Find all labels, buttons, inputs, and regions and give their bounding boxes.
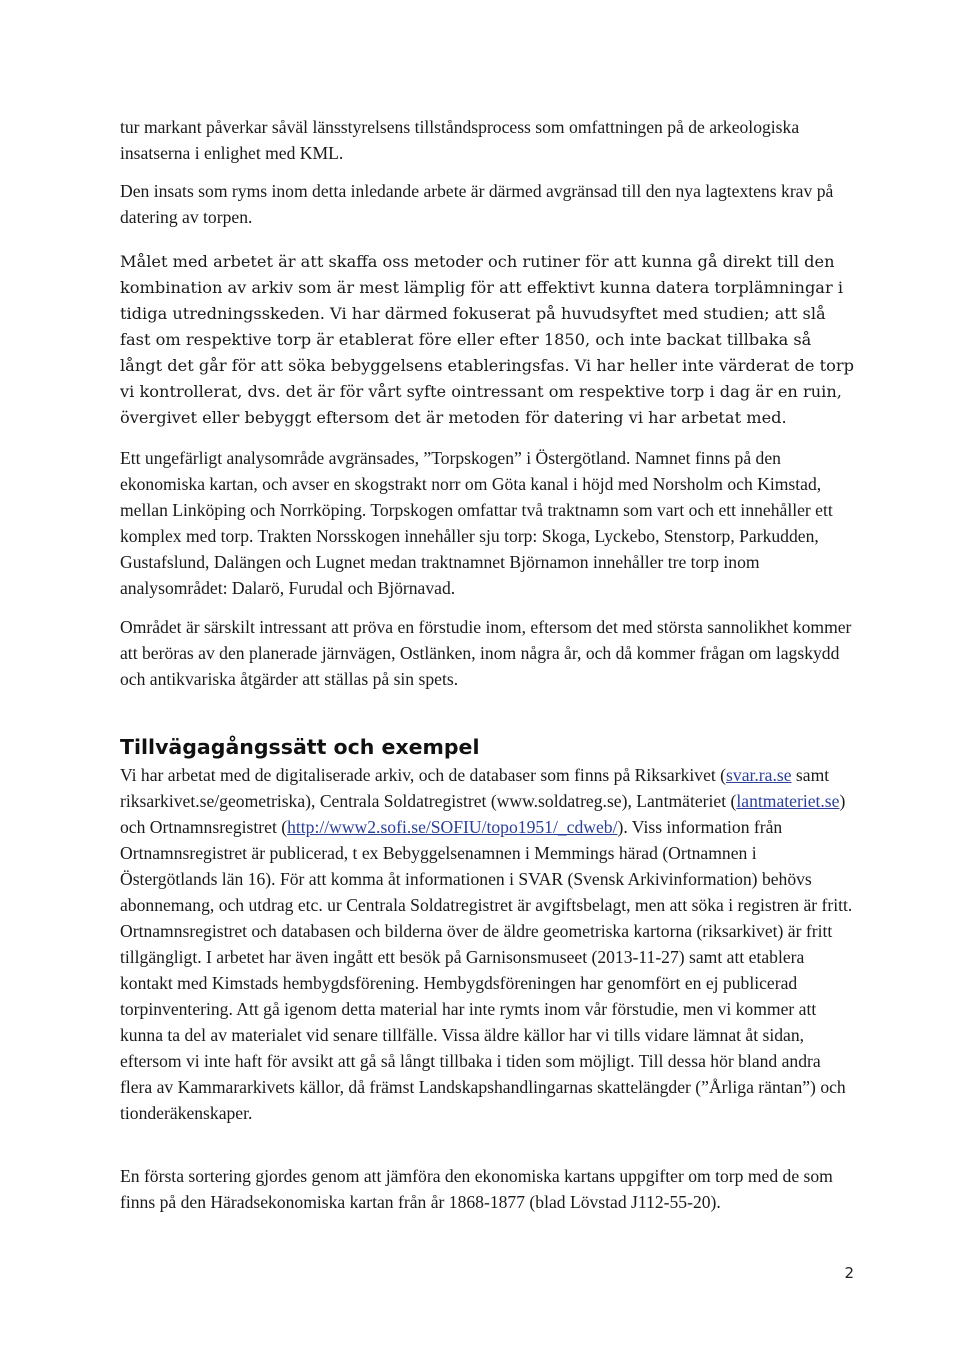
paragraph-6 [120,762,855,1126]
paragraph-3: Målet med arbetet är att skaffa oss metoder och rutiner för att kunna gå direkt till den kombination av arkiv som är mest lämplig för att effektivt kunna datera torplämningar i tidiga utredningsskeden. Vi har därmed fokuserat på huvudsyftet med studien; att slå fast om respektive torp är etablerat före eller efter 1850, och inte backat tillbaka så långt det går för att söka bebyggelsens etableringsfas. Vi har heller inte värderat de torp vi kontrollerat, dvs. det är för vårt syfte ointressant om respektive torp i dag är en ruin, övergivet eller bebyggt eftersom det är metoden för datering vi har arbetat med. [120,252,854,427]
paragraph-6-text-4: ). Viss information från Ortnamnsregistret är publicerad, t ex Bebyggelsenamnen i Memmings härad (Ortnamnen i Östergötlands län 16). För att komma åt informationen i SVAR (Svensk Arkivinformation) behövs abonnemang, och utdrag etc. ur Centrala Soldatregistret är avgiftsbelagt, men att söka i registren är fritt. Ortnamnsregistret och databasen och bilderna över de äldre geometriska kartorna (riksarkivet) är fritt tillgängligt. I arbetet har även ingått ett besök på Garnisonsmuseet (2013-11-27) samt att etablera kontakt med Kimstads hembygdsförening. Hembygdsföreningen har genomfört en ej publicerad torpinventering. Att gå igenom detta material har inte rymts inom vår förstudie, men vi kommer att kunna ta del av materialet vid senare tillfälle. Vissa äldre källor har vi tills vidare lämnat åt sidan, eftersom vi inte haft för avsikt att gå så långt tillbaka i tiden som möjligt. Till dessa hör bland andra flera av Kammararkivets källor, då främst Landskapshandlingarnas skattelängder (”Årliga räntan”) och tionderäkenskaper. [120,817,853,1123]
paragraph-6-text-2: samt riksarkivet.se/geometriska), Centrala Soldatregistret (www.soldatreg.se), Lantmäteriet ( [120,765,830,811]
section-heading: Tillvägagångssätt och exempel [120,735,480,759]
paragraph-5: Området är särskilt intressant att pröva en förstudie inom, eftersom det med största sannolikhet kommer att beröras av den planerade järnvägen, Ostlänken, inom några år, och då kommer frågan om lagskydd och antikvariska åtgärder att ställas på sin spets. [120,617,852,689]
link-lantmateriet[interactable]: lantmateriet.se [736,791,840,811]
paragraph-7: En första sortering gjordes genom att jämföra den ekonomiska kartans uppgifter om torp med de som finns på den Häradsekonomiska kartan från år 1868-1877 (blad Lövstad J112-55-20). [120,1166,833,1212]
paragraph-6-text-1: Vi har arbetat med de digitaliserade arkiv, och de databaser som finns på Riksarkivet ( [120,765,727,785]
paragraph-1: tur markant påverkar såväl länsstyrelsens tillståndsprocess som omfattningen på de arkeologiska insatserna i enlighet med KML. [120,117,800,163]
paragraph-4: Ett ungefärligt analysområde avgränsades, ”Torpskogen” i Östergötland. Namnet finns på den ekonomiska kartan, och avser en skogstrakt norr om Göta kanal i höjd med Norsholm och Kimstad, mellan Linköping och Norrköping. Torpskogen omfattar två traktnamn som vart och ett innehåller ett komplex med torp. Trakten Norsskogen innehåller sju torp: Skoga, Lyckebo, Stenstorp, Parkudden, Gustafslund, Dalängen och Lugnet medan traktnamnet Björnamon innehåller tre torp inom analysområdet: Dalarö, Furudal och Björnavad. [120,448,833,598]
link-svar[interactable]: svar.ra.se [726,765,792,785]
page-number: 2 [844,1264,854,1282]
link-ortnamnsregistret[interactable]: http://www2.sofi.se/SOFIU/topo1951/_cdweb/ [287,817,618,837]
paragraph-6-text-3: ) och Ortnamnsregistret ( [120,791,846,837]
paragraph-2: Den insats som ryms inom detta inledande arbete är därmed avgränsad till den nya lagtextens krav på datering av torpen. [120,181,834,227]
